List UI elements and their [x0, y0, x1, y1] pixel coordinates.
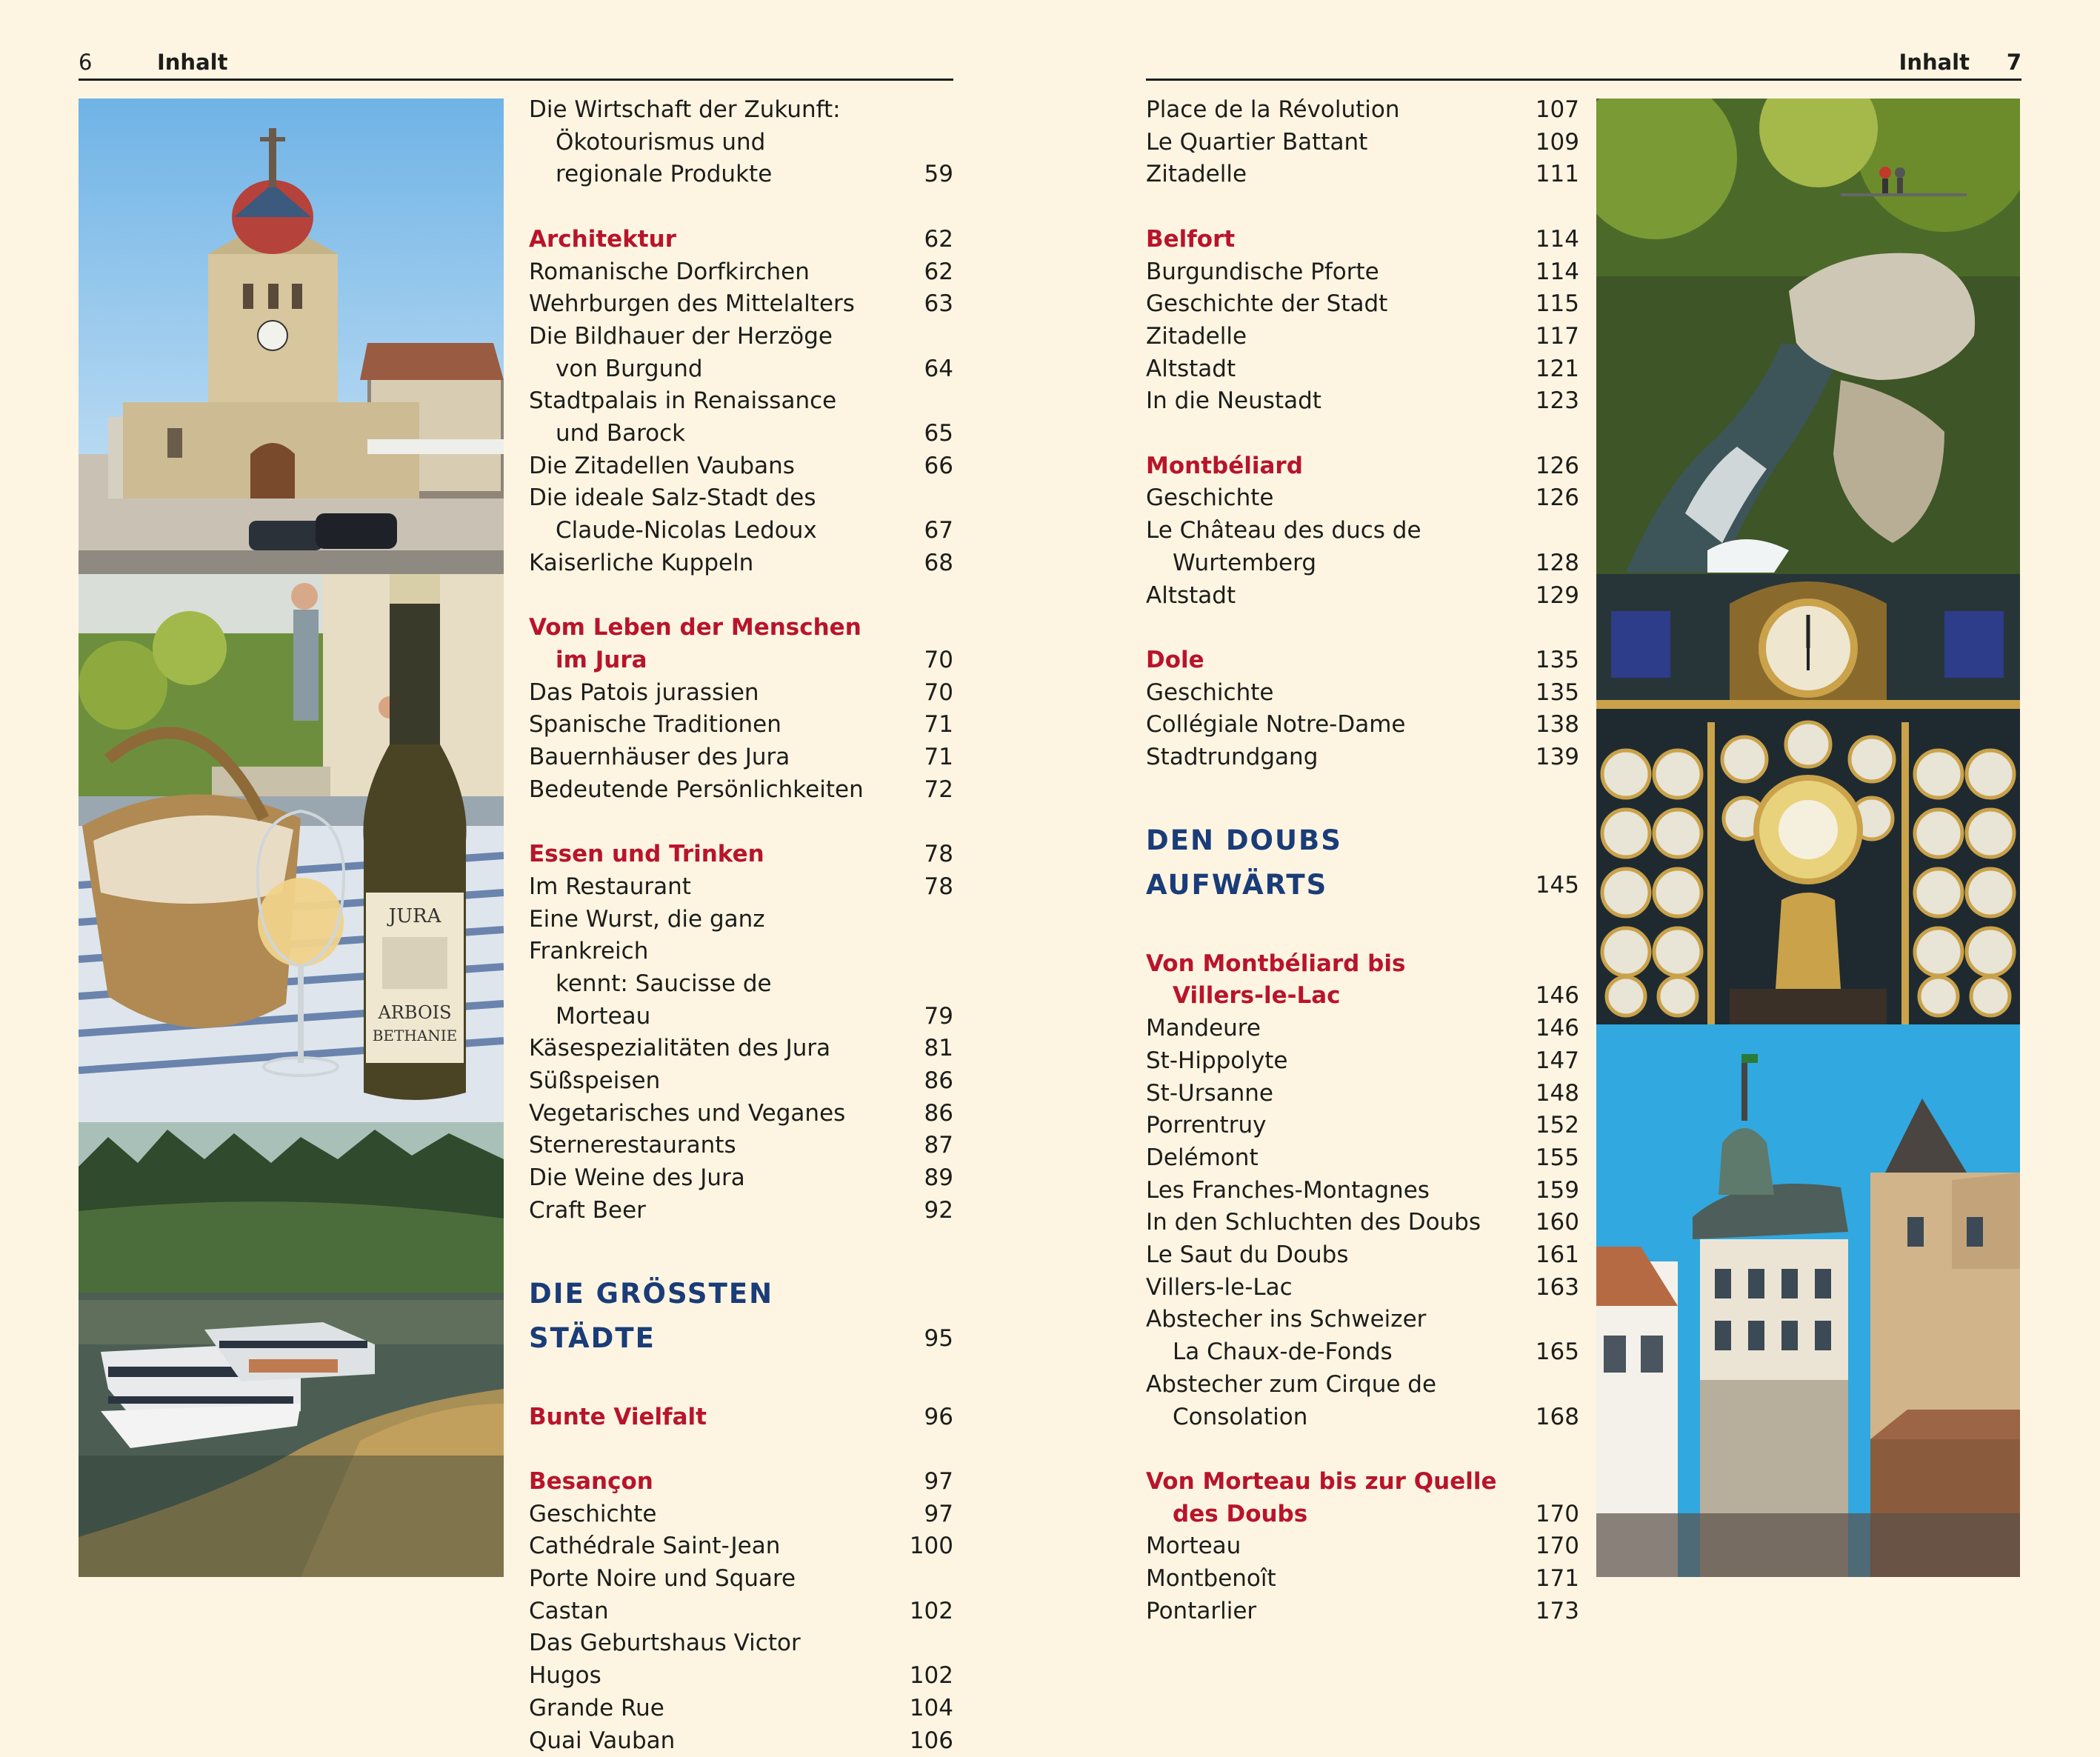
toc-entry-title: Stadtpalais in Renaissance	[529, 387, 837, 415]
toc-entry[interactable]	[529, 1162, 953, 1195]
toc-page-number: 121	[1535, 355, 1579, 382]
toc-entry-title: Geschichte	[1146, 484, 1274, 512]
toc-section[interactable]	[529, 224, 953, 256]
toc-page-number: 65	[924, 420, 953, 447]
toc-section[interactable]	[1146, 224, 1579, 256]
toc-entry[interactable]	[529, 904, 953, 1033]
toc-page-number: 66	[924, 452, 953, 479]
toc-entry-title: im Jura	[556, 646, 647, 673]
astronomical-clock-photo	[1596, 574, 2020, 1024]
toc-entry[interactable]	[529, 1725, 953, 1757]
toc-spacer	[1146, 418, 1579, 450]
toc-page-number: 71	[924, 744, 953, 771]
toc-page-number: 106	[909, 1727, 953, 1754]
toc-entry-title: Spanische Traditionen	[529, 711, 781, 739]
toc-page-number: 171	[1535, 1565, 1579, 1593]
toc-entry[interactable]	[1146, 321, 1579, 353]
toc-spacer	[529, 1433, 953, 1466]
toc-entry-title: Architektur	[529, 225, 676, 253]
toc-entry-title: Kaiserliche Kuppeln	[529, 549, 754, 576]
toc-page-number: 117	[1535, 322, 1579, 350]
toc-section[interactable]	[1146, 644, 1579, 677]
toc-page-number: 64	[924, 355, 953, 382]
toc-entry-title: Von Morteau bis zur Quelle	[1146, 1467, 1497, 1495]
toc-entry[interactable]	[529, 256, 953, 289]
toc-entry[interactable]	[529, 547, 953, 580]
toc-page-number: 114	[1535, 258, 1579, 285]
toc-page-number: 123	[1535, 387, 1579, 415]
toc-page-number: 138	[1535, 711, 1579, 739]
toc-page-number: 62	[924, 225, 953, 253]
toc-entry-title: Essen und Trinken	[529, 841, 764, 868]
toc-page-number: 96	[924, 1403, 953, 1430]
toc-entry-title: Geschichte	[529, 1500, 657, 1527]
toc-spacer	[1146, 1433, 1579, 1466]
toc-page-number: 148	[1535, 1079, 1579, 1107]
toc-entry-title: Craft Beer	[529, 1196, 646, 1224]
toc-page-number: 102	[909, 1662, 953, 1690]
toc-page-number: 159	[1535, 1176, 1579, 1204]
toc-entry[interactable]	[1146, 94, 1579, 127]
toc-page-number: 173	[1535, 1597, 1579, 1624]
toc-entry-title: Bunte Vielfalt	[529, 1403, 707, 1430]
toc-entry-title: Delémont	[1146, 1144, 1259, 1171]
toc-entry[interactable]	[1146, 1175, 1579, 1207]
toc-entry-title: Mandeure	[1146, 1015, 1261, 1042]
toc-entry[interactable]	[529, 774, 953, 807]
toc-entry-title: La Chaux-de-Fonds	[1173, 1338, 1393, 1366]
toc-entry-title: Käsespezialitäten des Jura	[529, 1035, 831, 1062]
toc-page-number: 146	[1535, 1015, 1579, 1042]
toc-page-number: 70	[924, 679, 953, 706]
toc-entry-title: Die Weine des Jura	[529, 1164, 745, 1192]
toc-page-number: 152	[1535, 1112, 1579, 1139]
toc-entry-title: Zitadelle	[1146, 161, 1247, 188]
toc-entry-title: Montbenoît	[1146, 1565, 1276, 1593]
toc-page-number: 79	[924, 1002, 953, 1030]
wine-picnic-photo	[79, 574, 504, 1122]
toc-section[interactable]	[529, 612, 953, 676]
toc-entry-title: Burgundische Pforte	[1146, 258, 1379, 285]
toc-entry[interactable]	[1146, 1272, 1579, 1304]
toc-page-number: 104	[909, 1694, 953, 1721]
toc-page-number: 67	[924, 517, 953, 544]
toc-entry[interactable]	[1146, 127, 1579, 159]
toc-entry[interactable]	[529, 1098, 953, 1130]
toc-page-number: 62	[924, 258, 953, 285]
toc-section[interactable]	[529, 839, 953, 871]
header-title: Inhalt	[1899, 50, 1970, 75]
toc-entry-title: St-Hippolyte	[1146, 1047, 1288, 1074]
toc-entry-title: Abstecher ins Schweizer	[1146, 1306, 1427, 1333]
toc-chapter[interactable]	[1146, 819, 1579, 907]
page-number: 6	[79, 50, 93, 75]
toc-entry-title: Sternerestaurants	[529, 1132, 736, 1159]
toc-entry-title: und Barock	[556, 420, 686, 447]
toc-page-number: 72	[924, 776, 953, 803]
toc-entry-title: Morteau	[1146, 1533, 1241, 1560]
toc-page-number: 160	[1535, 1209, 1579, 1236]
toc-entry[interactable]	[1146, 1142, 1579, 1175]
toc-entry[interactable]	[1146, 1110, 1579, 1142]
toc-page-number: 59	[924, 161, 953, 188]
toc-page-number: 71	[924, 711, 953, 739]
toc-chapter[interactable]	[529, 1272, 953, 1361]
toc-entry-title: Pontarlier	[1146, 1597, 1257, 1624]
toc-entry-title: Vom Leben der Menschen	[529, 614, 861, 641]
toc-entry[interactable]	[529, 385, 953, 450]
toc-entry-title: Belfort	[1146, 225, 1236, 253]
toc-entry-title: kennt: Saucisse de Morteau	[556, 970, 772, 1030]
toc-spacer	[1146, 191, 1579, 224]
toc-page-number: 89	[924, 1164, 953, 1192]
toc-page-number: 163	[1535, 1273, 1579, 1301]
toc-entry-title: Zitadelle	[1146, 322, 1247, 350]
toc-page-number: 86	[924, 1099, 953, 1127]
toc-entry[interactable]	[529, 94, 953, 191]
toc-section[interactable]	[1146, 1466, 1579, 1530]
toc-page-number: 97	[924, 1467, 953, 1495]
toc-entry[interactable]	[1146, 1207, 1579, 1239]
toc-entry-title: Abstecher zum Cirque de	[1146, 1370, 1437, 1398]
toc-page-number: 146	[1535, 982, 1579, 1010]
toc-page-number: 68	[924, 549, 953, 576]
wine-label-main: ARBOIS	[378, 1002, 452, 1023]
toc-entry-title: Stadtrundgang	[1146, 744, 1319, 771]
toc-entry-title: Porte Noire und Square Castan	[529, 1565, 796, 1624]
toc-entry[interactable]	[1146, 741, 1579, 774]
toc-entry-title: Vegetarisches und Veganes	[529, 1099, 846, 1127]
toc-page-number: 92	[924, 1196, 953, 1224]
toc-entry-title: Claude-Nicolas Ledoux	[556, 517, 817, 544]
toc-entry-title: Ökotourismus und	[556, 128, 766, 156]
toc-entry-title: Eine Wurst, die ganz Frankreich	[529, 905, 765, 965]
toc-page-number: 87	[924, 1132, 953, 1159]
toc-entry-title: Quai Vauban	[529, 1727, 676, 1754]
toc-entry[interactable]	[1146, 1530, 1579, 1563]
toc-page-number: 78	[924, 841, 953, 868]
toc-page-number: 109	[1535, 128, 1579, 156]
toc-entry-title: des Doubs	[1173, 1500, 1308, 1527]
toc-entry-title: Grande Rue	[529, 1694, 664, 1721]
toc-spacer	[529, 1361, 953, 1401]
toc-page-number: 97	[924, 1500, 953, 1527]
toc-entry-title: Geschichte der Stadt	[1146, 290, 1388, 318]
toc-entry[interactable]	[529, 1498, 953, 1531]
toc-entry[interactable]	[529, 1693, 953, 1725]
toc-page-number: 135	[1535, 679, 1579, 706]
header-title: Inhalt	[157, 50, 228, 75]
gorge-photo	[1596, 99, 2020, 574]
toc-page-number: 86	[924, 1067, 953, 1095]
toc-spacer	[529, 580, 953, 613]
toc-entry[interactable]	[529, 677, 953, 710]
toc-section[interactable]	[1146, 948, 1579, 1013]
toc-page-number: 129	[1535, 581, 1579, 609]
toc-entry[interactable]	[1146, 385, 1579, 418]
toc-page-number: 95	[924, 1324, 953, 1352]
toc-spacer	[1146, 774, 1579, 819]
toc-page-number: 139	[1535, 744, 1579, 771]
toc-entry[interactable]	[1146, 677, 1579, 710]
toc-entry[interactable]	[1146, 1239, 1579, 1272]
toc-entry-title: Bedeutende Persönlichkeiten	[529, 776, 864, 803]
toc-page-number: 145	[1535, 871, 1579, 898]
toc-entry-title: Place de la Révolution	[1146, 96, 1400, 123]
toc-entry-title: Romanische Dorfkirchen	[529, 258, 810, 285]
toc-section[interactable]	[1146, 450, 1579, 483]
toc-page-number: 155	[1535, 1144, 1579, 1171]
toc-entry-title: regionale Produkte	[556, 161, 773, 188]
toc-entry-title: DEN DOUBS AUFWÄRTS	[1146, 824, 1342, 901]
toc-entry[interactable]	[529, 321, 953, 385]
toc-spacer	[1146, 907, 1579, 948]
toc-entry-title: Altstadt	[1146, 581, 1236, 609]
toc-page-number: 135	[1535, 646, 1579, 673]
toc-entry-title: Wurtemberg	[1173, 549, 1316, 576]
toc-page-number: 147	[1535, 1047, 1579, 1074]
toc-entry[interactable]	[1146, 288, 1579, 321]
left-page-header	[79, 46, 953, 81]
toc-entry-title: Altstadt	[1146, 355, 1236, 382]
toc-section[interactable]	[529, 1466, 953, 1498]
toc-entry-title: DIE GRÖSSTEN STÄDTE	[529, 1277, 774, 1354]
toc-page-number: 168	[1535, 1403, 1579, 1430]
toc-entry[interactable]	[529, 1530, 953, 1563]
toc-entry[interactable]	[529, 741, 953, 774]
toc-entry[interactable]	[1146, 1563, 1579, 1596]
toc-entry-title: In den Schluchten des Doubs	[1146, 1209, 1481, 1236]
toc-page-number: 81	[924, 1035, 953, 1062]
toc-entry-title: Le Quartier Battant	[1146, 128, 1368, 156]
toc-page-number: 111	[1535, 161, 1579, 188]
toc-entry[interactable]	[529, 1033, 953, 1065]
toc-entry[interactable]	[1146, 709, 1579, 741]
toc-entry-title: Montbéliard	[1146, 452, 1303, 479]
toc-page-number: 128	[1535, 549, 1579, 576]
castle-tower-photo	[1596, 1024, 2020, 1577]
toc-page-number: 161	[1535, 1241, 1579, 1269]
toc-entry-title: Villers-le-Lac	[1146, 1273, 1293, 1301]
toc-entry-title: Besançon	[529, 1467, 653, 1495]
toc-spacer	[529, 1227, 953, 1272]
toc-entry-title: Collégiale Notre-Dame	[1146, 711, 1406, 739]
toc-page-number: 126	[1535, 484, 1579, 512]
toc-entry-title: Villers-le-Lac	[1173, 982, 1341, 1010]
toc-entry-title: In die Neustadt	[1146, 387, 1321, 415]
toc-entry-title: Bauernhäuser des Jura	[529, 744, 790, 771]
toc-entry[interactable]	[529, 482, 953, 547]
toc-entry[interactable]	[1146, 1045, 1579, 1078]
toc-entry[interactable]	[529, 709, 953, 741]
toc-entry[interactable]	[529, 1130, 953, 1162]
river-boats-photo	[79, 1122, 504, 1577]
toc-entry-title: Süßspeisen	[529, 1067, 661, 1095]
toc-page-number: 165	[1535, 1338, 1579, 1366]
right-page-header	[1146, 46, 2021, 81]
toc-entry-title: Die ideale Salz-Stadt des	[529, 484, 816, 512]
toc-spacer	[529, 191, 953, 224]
toc-entry-title: Le Saut du Doubs	[1146, 1241, 1349, 1269]
toc-entry-title: Im Restaurant	[529, 873, 691, 900]
toc-entry-title: Das Geburtshaus Victor Hugos	[529, 1630, 801, 1690]
toc-entry[interactable]	[1146, 1013, 1579, 1045]
toc-page-number: 63	[924, 290, 953, 318]
toc-page-number: 70	[924, 646, 953, 673]
toc-entry-title: Dole	[1146, 646, 1204, 673]
toc-entry-title: Die Bildhauer der Herzöge	[529, 322, 833, 350]
toc-entry-title: Von Montbéliard bis	[1146, 950, 1406, 977]
toc-page-number: 170	[1535, 1533, 1579, 1560]
toc-entry[interactable]	[529, 871, 953, 904]
toc-entry[interactable]	[1146, 1304, 1579, 1368]
toc-entry[interactable]	[1146, 159, 1579, 191]
toc-entry-title: Geschichte	[1146, 679, 1274, 706]
wine-label-top: JURA	[388, 905, 441, 927]
toc-entry-title: Le Château des ducs de	[1146, 517, 1421, 544]
toc-entry[interactable]	[1146, 1596, 1579, 1628]
toc-entry[interactable]	[1146, 1078, 1579, 1110]
toc-entry-title: St-Ursanne	[1146, 1079, 1273, 1107]
toc-left	[529, 94, 953, 1757]
toc-entry-title: Die Wirtschaft der Zukunft:	[529, 96, 841, 123]
toc-page-number: 126	[1535, 452, 1579, 479]
toc-page-number: 115	[1535, 290, 1579, 318]
toc-page-number: 100	[909, 1533, 953, 1560]
toc-entry[interactable]	[529, 1563, 953, 1627]
right-page	[1050, 0, 2100, 1662]
church-photo	[79, 99, 504, 574]
toc-right	[1146, 94, 1579, 1627]
toc-entry[interactable]	[529, 1627, 953, 1692]
wine-label-sub: BETHANIE	[372, 1027, 458, 1044]
toc-page-number: 114	[1535, 225, 1579, 253]
toc-entry[interactable]	[1146, 482, 1579, 515]
toc-page-number: 107	[1535, 96, 1579, 123]
toc-entry[interactable]	[1146, 1369, 1579, 1433]
toc-entry[interactable]	[1146, 353, 1579, 386]
page-number: 7	[2006, 50, 2021, 75]
toc-entry-title: Porrentruy	[1146, 1112, 1267, 1139]
toc-entry[interactable]	[1146, 580, 1579, 613]
left-page	[0, 0, 1050, 1754]
toc-entry[interactable]	[529, 288, 953, 321]
toc-entry[interactable]	[1146, 256, 1579, 289]
toc-entry[interactable]	[529, 450, 953, 483]
toc-entry-title: Les Franches-Montagnes	[1146, 1176, 1430, 1204]
toc-page-number: 170	[1535, 1500, 1579, 1527]
toc-page-number: 78	[924, 873, 953, 900]
toc-page-number: 102	[909, 1597, 953, 1624]
toc-entry-title: Cathédrale Saint-Jean	[529, 1533, 781, 1560]
toc-entry-title: Consolation	[1173, 1403, 1308, 1430]
toc-entry[interactable]	[1146, 515, 1579, 579]
toc-entry[interactable]	[529, 1065, 953, 1098]
toc-spacer	[529, 806, 953, 839]
toc-entry-title: Wehrburgen des Mittelalters	[529, 290, 855, 318]
toc-entry-title: von Burgund	[556, 355, 703, 382]
toc-entry[interactable]	[529, 1195, 953, 1227]
toc-entry-title: Das Patois jurassien	[529, 679, 759, 706]
toc-spacer	[1146, 612, 1579, 644]
toc-entry-title: Die Zitadellen Vaubans	[529, 452, 795, 479]
toc-section[interactable]	[529, 1401, 953, 1434]
